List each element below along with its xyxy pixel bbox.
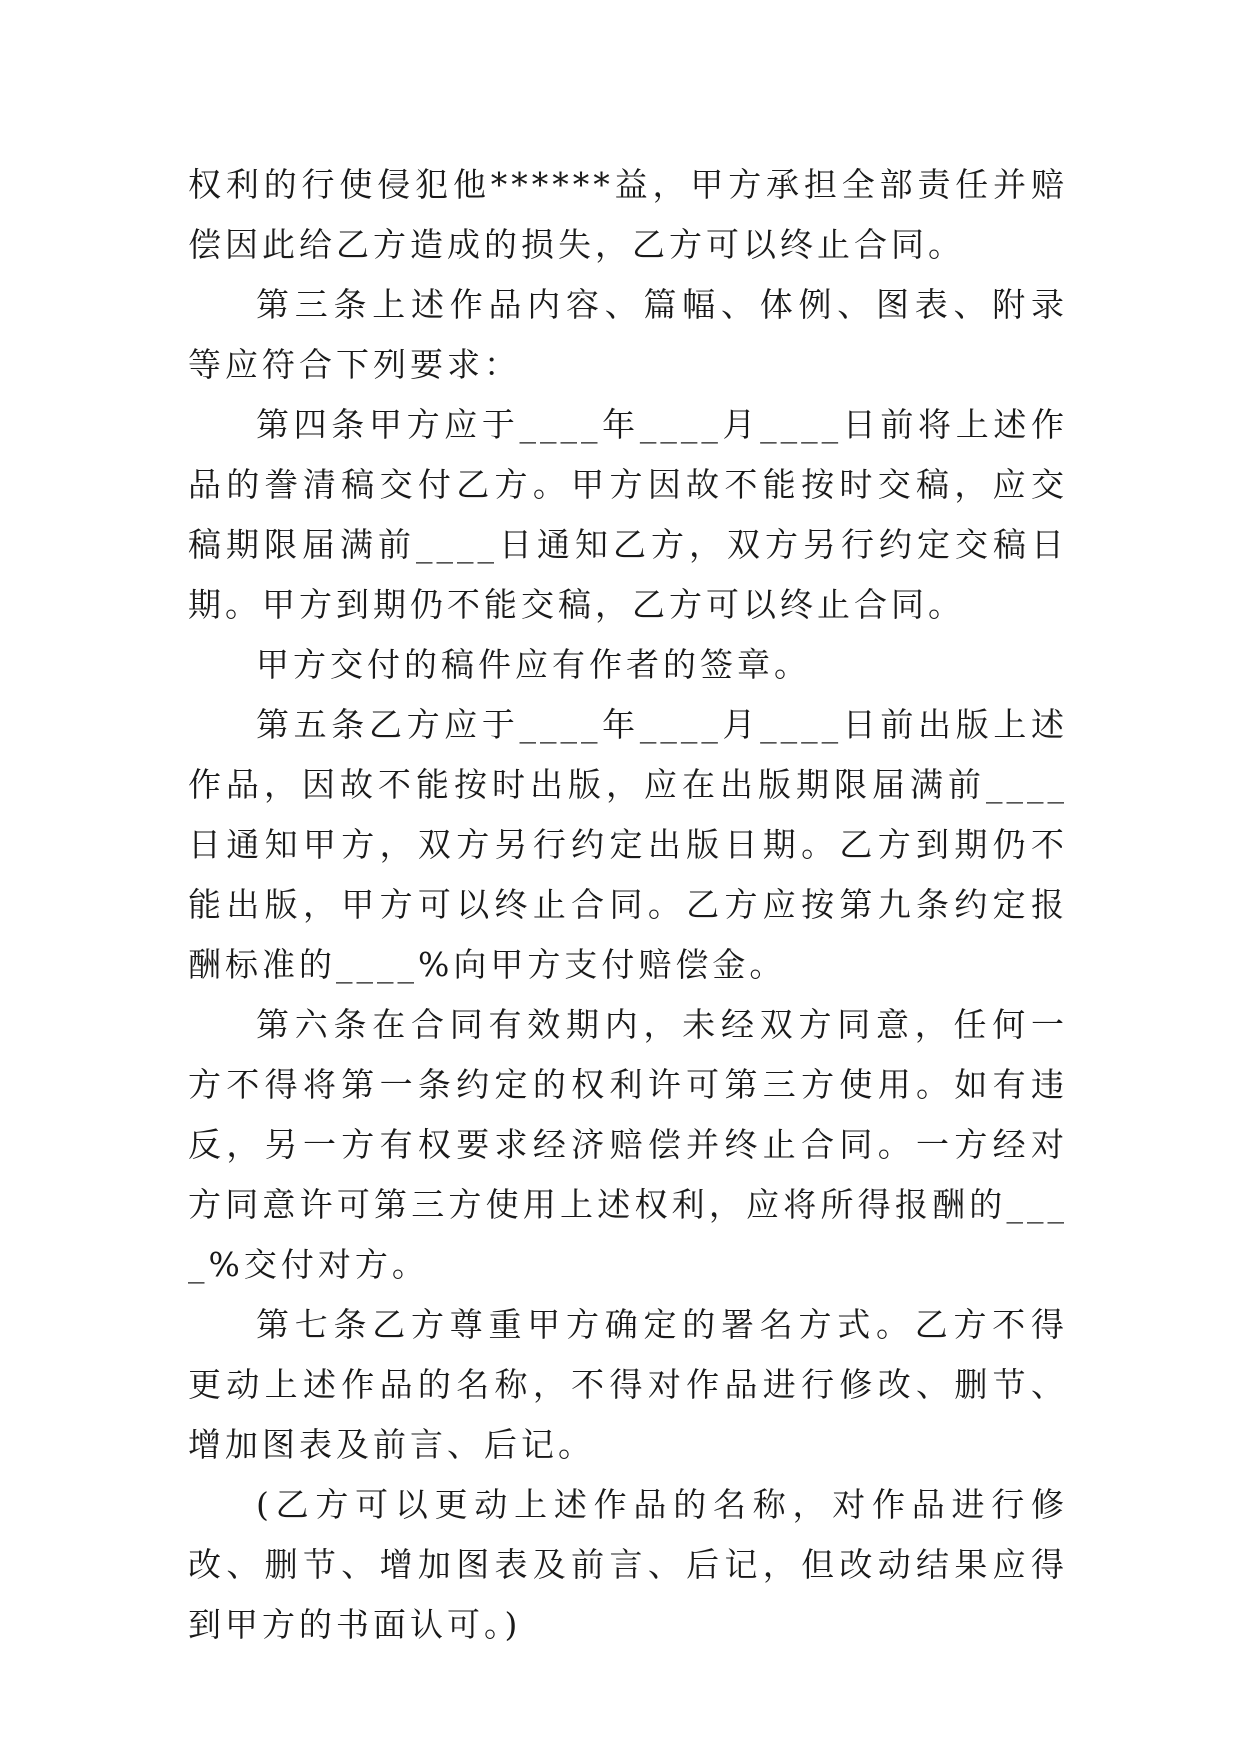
paragraph-article-4: 第四条甲方应于____年____月____日前将上述作品的誊清稿交付乙方。甲方因故不能按时交稿，应交稿期限届满前____日通知乙方，双方另行约定交稿日期。甲方到期仍不能交稿，乙方可以终止合同。 [188, 405, 1068, 624]
paragraph-signature-note: 甲方交付的稿件应有作者的签章。 [256, 645, 811, 684]
paragraph-article-3: 第三条上述作品内容、篇幅、体例、图表、附录等应符合下列要求： [188, 285, 1068, 384]
paragraph-article-7-alternative: (乙方可以更动上述作品的名称，对作品进行修改、删节、增加图表及前言、后记，但改动结果应得到甲方的书面认可。) [188, 1485, 1068, 1644]
document-body [188, 155, 1068, 1655]
paragraph-1: 权利的行使侵犯他******益，甲方承担全部责任并赔偿因此给乙方造成的损失，乙方可以终止合同。 [188, 165, 1068, 264]
paragraph-article-7: 第七条乙方尊重甲方确定的署名方式。乙方不得更动上述作品的名称，不得对作品进行修改、删节、增加图表及前言、后记。 [188, 1305, 1068, 1464]
paragraph-article-5: 第五条乙方应于____年____月____日前出版上述作品，因故不能按时出版，应在出版期限届满前____日通知甲方，双方另行约定出版日期。乙方到期仍不能出版，甲方可以终止合同。乙方应按第九条约定报酬标准的____%向甲方支付赔偿金。 [188, 705, 1068, 984]
paragraph-article-6: 第六条在合同有效期内，未经双方同意，任何一方不得将第一条约定的权利许可第三方使用。如有违反，另一方有权要求经济赔偿并终止合同。一方经对方同意许可第三方使用上述权利，应将所得报酬的____%交付对方。 [188, 1005, 1068, 1284]
